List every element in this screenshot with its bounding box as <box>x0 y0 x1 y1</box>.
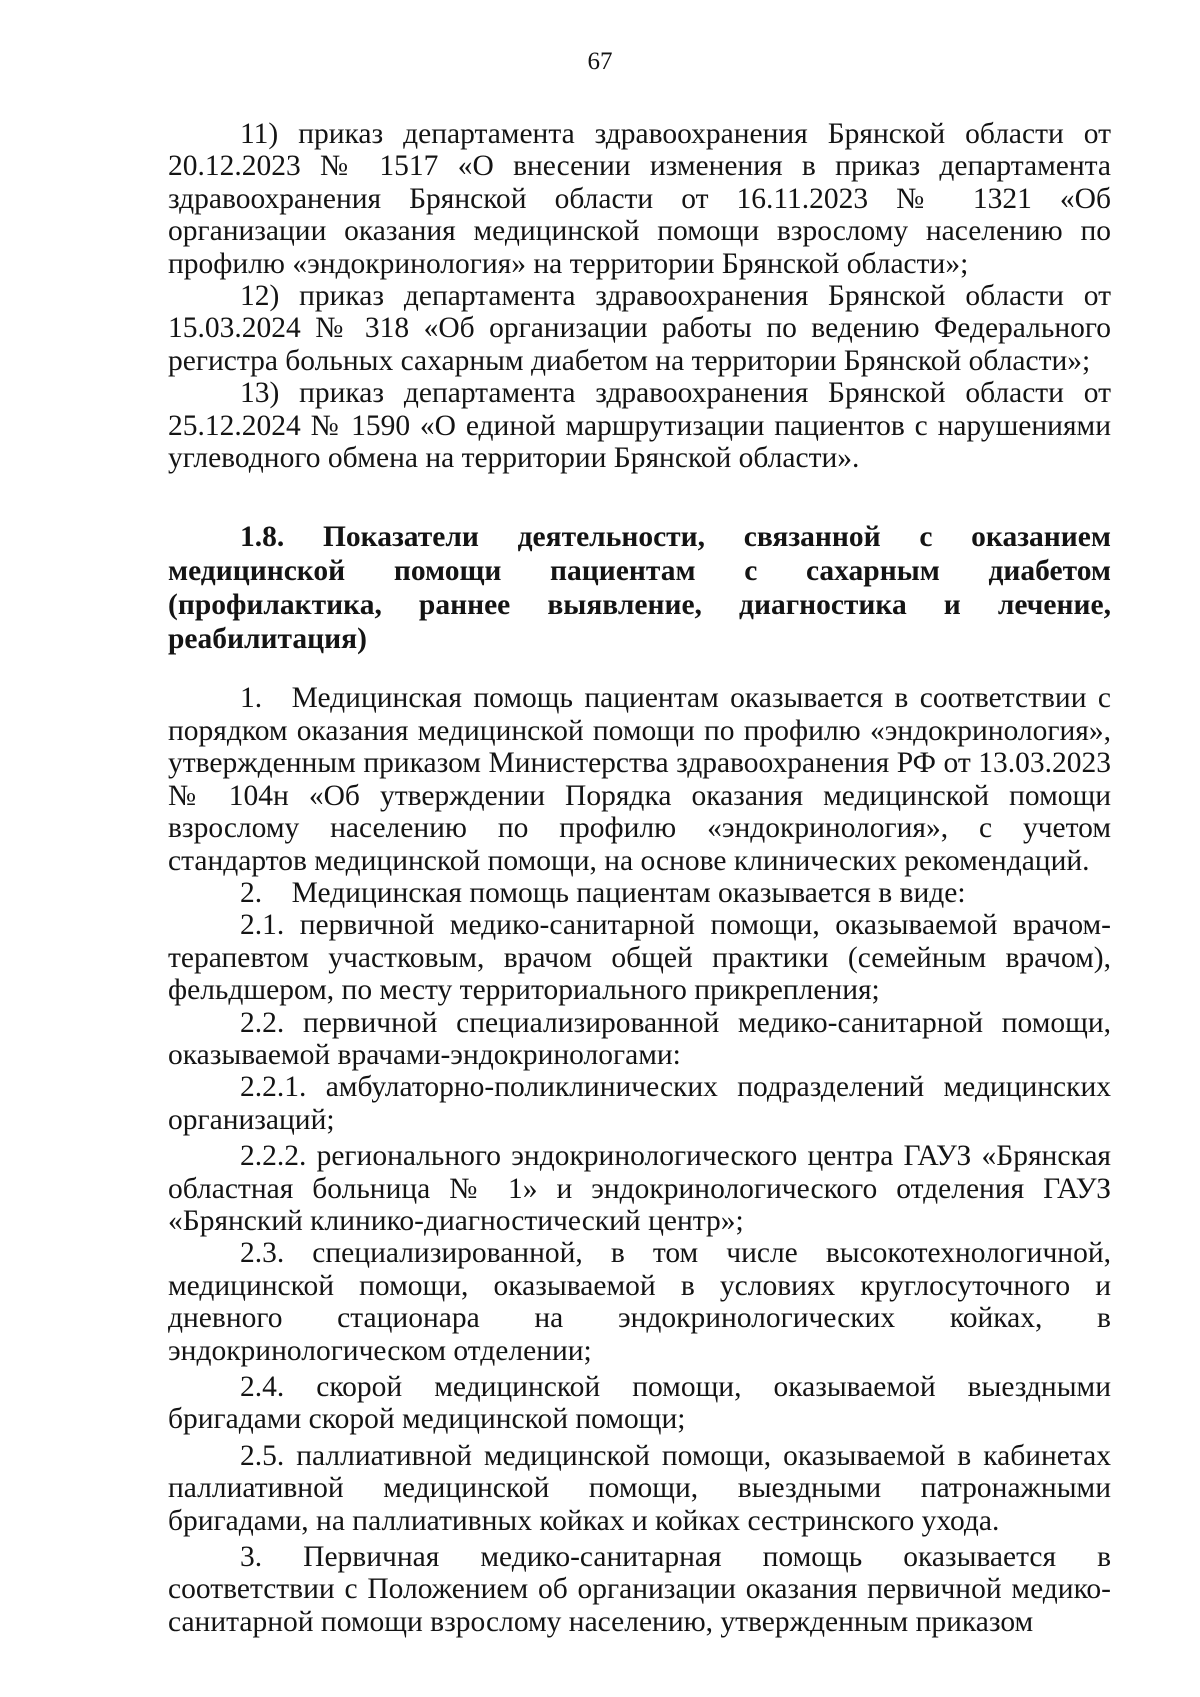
paragraph-1: 1. Медицинская помощь пациентам оказывается в соответствии с порядком оказания медицинской помощи по профилю «эндокринология», утвержденным приказом Министерства здравоохранения РФ от 13.03.2023 № 104н «Об утверждении Порядка оказания медицинской помощи взрослому населению по профилю «эндокринология», с учетом стандартов медицинской помощи, на основе клинических рекомендаций. <box>168 682 1111 877</box>
paragraph-3: 3. Первичная медико-санитарная помощь оказывается в соответствии с Положением об организации оказания первичной медико-санитарной помощи взрослому населению, утвержденным приказом <box>168 1541 1111 1638</box>
paragraph-2-2-2: 2.2.2. регионального эндокринологического центра ГАУЗ «Брянская областная больница № 1» и эндокринологического отделения ГАУЗ «Брянский клинико-диагностический центр»; <box>168 1140 1111 1237</box>
paragraph-2-2-1: 2.2.1. амбулаторно-поликлинических подразделений медицинских организаций; <box>168 1071 1111 1136</box>
paragraph-2-2: 2.2. первичной специализированной медико-санитарной помощи, оказываемой врачами-эндокринологами: <box>168 1006 1111 1071</box>
section-heading: 1.8. Показатели деятельности, связанной с оказанием медицинской помощи пациентам с сахарным диабетом (профилактика, раннее выявление, диагностика и лечение, реабилитация) <box>168 521 1111 656</box>
list-item-11: 11) приказ департамента здравоохранения Брянской области от 20.12.2023 № 1517 «О внесении изменения в приказ департамента здравоохранения Брянской области от 16.11.2023 № 1321 «Об организации оказания медицинской помощи взрослому населению по профилю «эндокринология» на территории Брянской области»; <box>168 118 1111 280</box>
paragraph-2: 2. Медицинская помощь пациентам оказывается в виде: <box>240 876 966 909</box>
list-item-13: 13) приказ департамента здравоохранения Брянской области от 25.12.2024 № 1590 «О единой маршрутизации пациентов с нарушениями углеводного обмена на территории Брянской области». <box>168 377 1111 475</box>
paragraph-2-1: 2.1. первичной медико-санитарной помощи, оказываемой врачом-терапевтом участковым, врачом общей практики (семейным врачом), фельдшером, по месту территориального прикрепления; <box>168 909 1111 1007</box>
list-item-12: 12) приказ департамента здравоохранения Брянской области от 15.03.2024 № 318 «Об организации работы по ведению Федерального регистра больных сахарным диабетом на территории Брянской области»; <box>168 280 1111 377</box>
paragraph-2-3: 2.3. специализированной, в том числе высокотехнологичной, медицинской помощи, оказываемой в условиях круглосуточного и дневного стационара на эндокринологических койках, в эндокринологическом отделении; <box>168 1237 1111 1367</box>
document-body <box>168 118 1111 1638</box>
paragraph-2-5: 2.5. паллиативной медицинской помощи, оказываемой в кабинетах паллиативной медицинской помощи, выездными патронажными бригадами, на паллиативных койках и койках сестринского ухода. <box>168 1439 1111 1537</box>
page-number: 67 <box>587 48 613 75</box>
paragraph-2-4: 2.4. скорой медицинской помощи, оказываемой выездными бригадами скорой медицинской помощи; <box>168 1371 1111 1436</box>
